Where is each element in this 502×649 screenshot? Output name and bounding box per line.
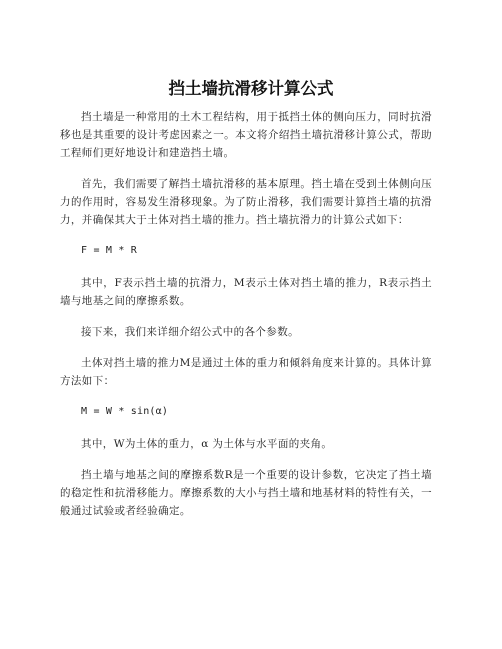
paragraph-intro: 挡土墙是一种常用的土木工程结构，用于抵挡土体的侧向压力，同时抗滑移也是其重要的设计考虑因素之一。本文将介绍挡土墙抗滑移计算公式，帮助工程师们更好地设计和建造挡土墙。 — [60, 111, 432, 159]
paragraph-parameters-intro: 接下来，我们来详细介绍公式中的各个参数。 — [81, 326, 299, 338]
paragraph-formula-explanation: 其中，F表示挡土墙的抗滑力，M表示土体对挡土墙的推力，R表示挡土墙与地基之间的摩擦系数。 — [60, 277, 432, 307]
paragraph-principle: 首先，我们需要了解挡土墙抗滑移的基本原理。挡土墙在受到土体侧向压力的作用时，容易发生滑移现象。为了防止滑移，我们需要计算挡土墙的抗滑力，并确保其大于土体对挡土墙的推力。挡土墙抗滑力的计算公式如下： — [60, 178, 432, 226]
document-title: 挡土墙抗滑移计算公式 — [168, 79, 334, 98]
paragraph-thrust-explanation: 其中，W为土体的重力，α 为土体与水平面的夹角。 — [81, 438, 333, 450]
paragraph-thrust-calculation: 土体对挡土墙的推力M是通过土体的重力和倾斜角度来计算的。具体计算方法如下： — [60, 357, 432, 387]
paragraph-friction-coefficient: 挡土墙与地基之间的摩擦系数R是一个重要的设计参数，它决定了挡土墙的稳定性和抗滑移能力。摩擦系数的大小与挡土墙和地基材料的特性有关，一般通过试验或者经验确定。 — [60, 469, 432, 517]
document-body — [60, 108, 432, 533]
formula-thrust: M = W * sin(α) — [81, 406, 169, 417]
formula-anti-slide-force: F = M * R — [81, 245, 137, 256]
